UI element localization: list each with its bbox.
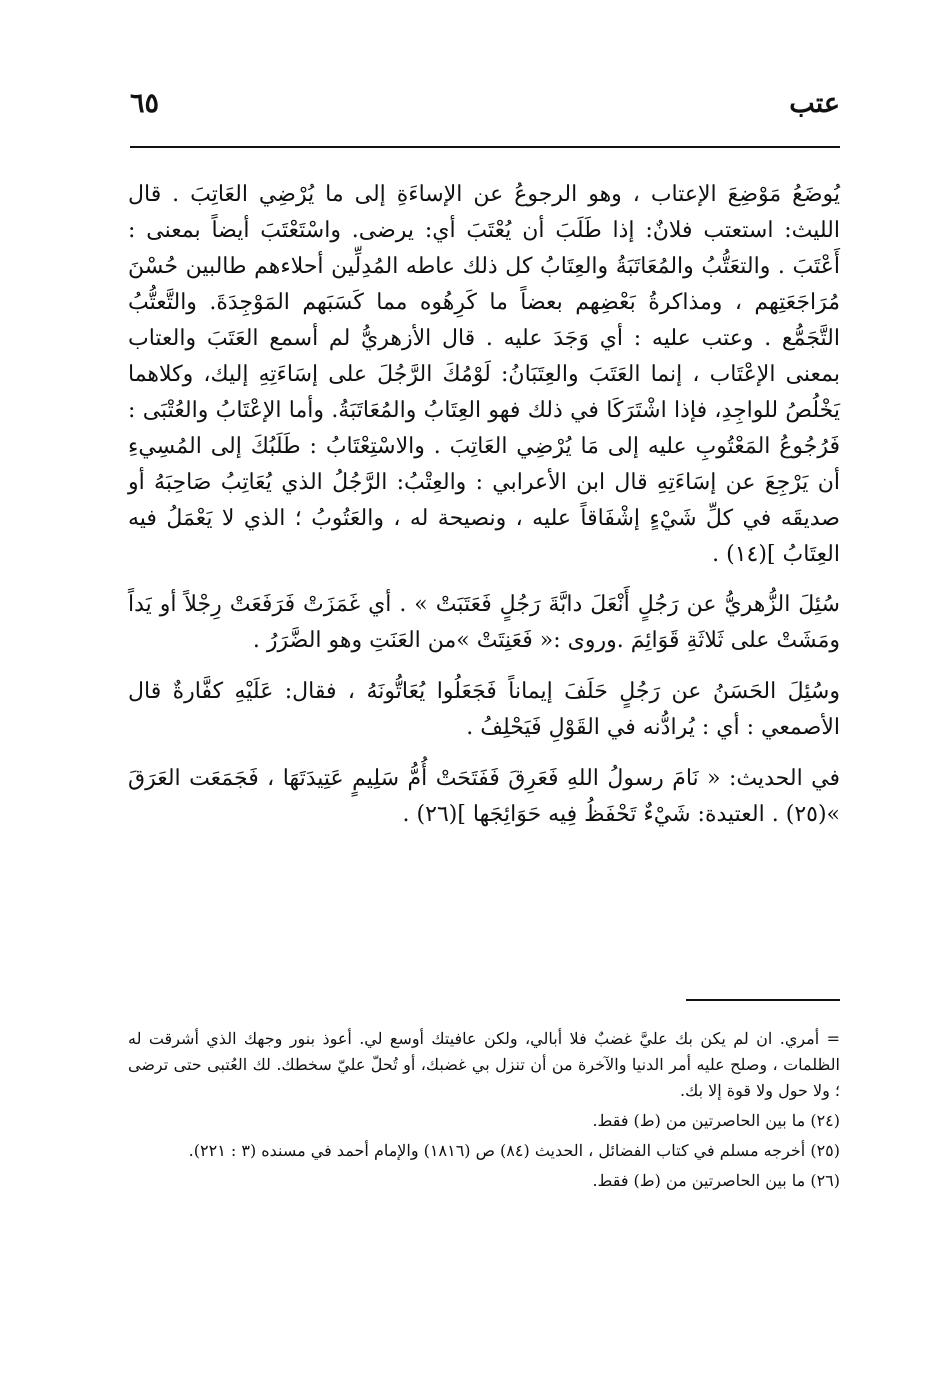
paragraph-4-text: في الحديث: « نَامَ رسولُ اللهِ فَعَرِقَ فَفَتَحَتْ أُمُّ سَلِيمٍ عَتِيدَتَهَا ، فَجَمَعَت العَرَقَ »(٢٥) . العتيدة: شَيْءٌ تَحْفَظُ فِيه حَوَائِجَها ](٢٦) . — [128, 766, 840, 827]
paragraph-hasan — [128, 674, 840, 746]
footnote-24: (٢٤) ما بين الحاصرتين من (ط) فقط. — [592, 1111, 840, 1130]
paragraph-1-text: يُوضَعُ مَوْضِعَ الإعتاب ، وهو الرجوعُ عن الإساءَةِ إلى ما يُرْضِي العَاتِبَ . قال الليث: استعتب فلانٌ: إذا طَلَبَ أن يُعْتَبَ أي: يرضى. واسْتَعْتَبَ أيضاً بمعنى : أَعْتَبَ . والتعَتُّبُ والمُعَاتَبَةُ والعِتَابُ كل ذلك عاطه المُدِلِّين أحلاءهم طالبين حُسْنَ مُرَاجَعَتِهم ، ومذاكرةُ بَعْضِهم بعضاً ما كَرِهُوه مما كَسَبَهم المَوْجِدَةَ. والتَّعتُّبُ التَّجَمُّع . وعتب عليه : أي وَجَدَ عليه . قال الأزهريُّ لم أسمع العَتَبَ والعتاب بمعنى الإعْتَاب ، إنما العَتَبَ والعِتَبَانُ: لَوْمُكَ الرَّجُلَ على إسَاءَتِهِ إليك، وكلاهما يَخْلُصُ للواجِدِ، فإذا اشْتَرَكَا في ذلك فهو العِتَابُ والمُعَاتَبَةُ. وأما الإعْتَابُ والعُتْبَى : فَرُجُوعُ المَعْتُوبِ عليه إلى مَا يُرْضِي العَاتِبَ . والاسْتِعْتَابُ : طَلَبُكَ إلى المُسِيءِ أن يَرْجِعَ عن إسَاءَتِهِ قال ابن الأعرابي : والعِتْبُ: الرَّجُلُ الذي يُعَاتِبُ صَاحِبَهُ أو صديقَه في كلِّ شَيْءٍ إشْفَاقاً عليه ، ونصيحة له ، والعَتُوبُ ؛ الذي لا يَعْمَلُ فيه العِتَابُ ](١٤) . — [128, 182, 840, 567]
page-header — [130, 88, 840, 124]
header-divider — [130, 146, 840, 148]
footnote-25: (٢٥) أخرجه مسلم في كتاب الفضائل ، الحديث (٨٤) ص (١٨١٦) والإمام أحمد في مسنده (٣ : ٢٢١). — [188, 1141, 840, 1160]
page-number: ٦٥ — [130, 88, 160, 119]
running-title: عتب — [789, 88, 840, 119]
footnote-divider — [686, 999, 840, 1001]
footnote-26: (٢٦) ما بين الحاصرتين من (ط) فقط. — [592, 1171, 840, 1190]
paragraph-3-text: وسُئِلَ الحَسَنُ عن رَجُلٍ حَلَفَ إيماناً فَجَعَلُوا يُعَاتُّونَهُ ، فقال: عَلَيْهِ كفَّارةٌ قال الأصمعي : أي : يُرادُّنه في القَوْلِ فَيَحْلِفُ . — [128, 679, 840, 740]
footnotes — [128, 1026, 840, 1198]
paragraph-definition — [128, 177, 840, 573]
main-text — [128, 177, 840, 848]
paragraph-zuhri — [128, 587, 840, 659]
paragraph-hadith — [128, 761, 840, 833]
paragraph-2-text: سُئِلَ الزُّهريُّ عن رَجُلٍ أَنْعَلَ دابَّةَ رَجُلٍ فَعَتَبَتْ » . أي غَمَزَتْ فَرَفَعَتْ رِجْلاً أو يَداً ومَشَتْ على ثَلاثَةِ قَوَائِمَ .وروى :« فَعَنِتَتْ »من العَنَتِ وهو الضَّرَرُ . — [128, 592, 840, 653]
footnote-continuation: = أمري. ان لم يكن بك عليَّ غضبٌ فلا أبالي، ولكن عافيتك أوسع لي. أعوذ بنور وجهك الذي أشرقت له الظلمات ، وصلح عليه أمر الدنيا والآخرة من أن تنزل بي غضبك، أو تُحلّ عليّ سخطك. لك العُتبى حتى ترضى ؛ ولا حول ولا قوة إلا بك. — [128, 1029, 840, 1100]
